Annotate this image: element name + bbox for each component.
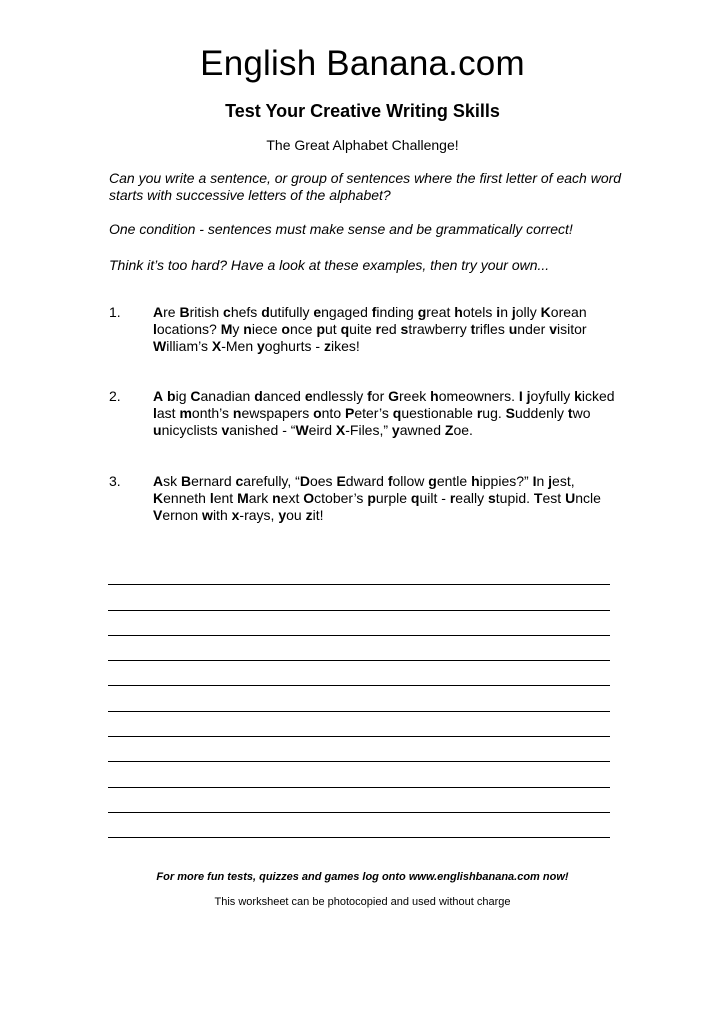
example-word: Ask (153, 473, 178, 489)
example-word: X-Files,” (335, 422, 389, 438)
intro-question: Can you write a sentence, or group of sentences where the first letter of each word starts with successive letters of the alphabet? (109, 170, 622, 203)
example-word: under (508, 321, 546, 337)
example-word: zikes! (323, 338, 360, 354)
example-word: In (532, 473, 545, 489)
example-word: follow (387, 473, 425, 489)
example-word: British (179, 304, 220, 320)
example-word: onto (313, 405, 342, 421)
writing-line (108, 712, 610, 737)
example-word: niece (243, 321, 278, 337)
example-word: Bernard (181, 473, 232, 489)
example-word: locations? (153, 321, 217, 337)
writing-line (108, 737, 610, 762)
footer-promo: For more fun tests, quizzes and games log onto www.englishbanana.com now! (156, 871, 569, 883)
example-word: last (153, 405, 176, 421)
example-word: newspapers (232, 405, 310, 421)
example-word: X-Men (211, 338, 254, 354)
example-number: 2. (109, 388, 121, 404)
writing-line (108, 686, 610, 711)
example-word: lent (209, 490, 234, 506)
example-word: great (417, 304, 451, 320)
writing-line (108, 585, 610, 610)
writing-line (108, 636, 610, 661)
worksheet-title: Test Your Creative Writing Skills (225, 101, 500, 121)
example-word: chefs (223, 304, 258, 320)
example-word: - (315, 338, 321, 354)
example-word: rug. (476, 405, 502, 421)
example-word: Test (533, 490, 562, 506)
example-word: jest, (548, 473, 575, 489)
example-word: Canadian (190, 388, 251, 404)
example-word: finding (371, 304, 414, 320)
example-word: A (153, 388, 164, 404)
writing-lines (108, 560, 610, 838)
example-word: put (316, 321, 337, 337)
example-number: 3. (109, 473, 121, 489)
example-word: homeowners. (430, 388, 515, 404)
example-word: Kenneth (153, 490, 206, 506)
example-word: jolly (511, 304, 537, 320)
example-word: William’s (153, 338, 208, 354)
example-number: 1. (109, 304, 121, 320)
example-word: two (567, 405, 591, 421)
example-word: Peter’s (345, 405, 389, 421)
example-word: Greek (388, 388, 427, 404)
example-word: quite (340, 321, 372, 337)
example-word: yawned (391, 422, 441, 438)
example-word: gentle (428, 473, 468, 489)
example-word: Edward (336, 473, 384, 489)
example-word: Vernon (153, 507, 199, 523)
example-word: unicyclists (153, 422, 218, 438)
writing-line (108, 813, 610, 838)
example-word: - (282, 422, 287, 438)
example-word: really (449, 490, 485, 506)
example-word: Are (153, 304, 176, 320)
example-word: next (272, 490, 300, 506)
example-word: vanished (221, 422, 279, 438)
example-word: stupid. (487, 490, 531, 506)
challenge-heading: The Great Alphabet Challenge! (266, 137, 459, 153)
example-word: Zoe. (444, 422, 473, 438)
example-word: visitor (549, 321, 587, 337)
example-word: October’s (303, 490, 364, 506)
example-sentence (153, 304, 628, 355)
example-word: purple (367, 490, 408, 506)
example-word: red (375, 321, 397, 337)
writing-line (108, 661, 610, 686)
example-word: Suddenly (505, 405, 565, 421)
example-word: My (220, 321, 240, 337)
example-sentence (153, 473, 628, 524)
writing-line (108, 560, 610, 585)
example-word: you (278, 507, 302, 523)
example-word: danced (254, 388, 301, 404)
example-word: in (496, 304, 508, 320)
example-word: zit! (305, 507, 324, 523)
example-word: kicked (574, 388, 615, 404)
example-word: joyfully (526, 388, 571, 404)
example-sentence (153, 388, 628, 439)
example-word: I (518, 388, 523, 404)
example-word: quilt (410, 490, 438, 506)
example-word: big (167, 388, 187, 404)
example-word: month’s (179, 405, 230, 421)
example-word: questionable (392, 405, 473, 421)
example-word: “Does (295, 473, 333, 489)
example-word: yoghurts (257, 338, 312, 354)
example-word: Uncle (565, 490, 601, 506)
example-word: dutifully (261, 304, 310, 320)
intro-prompt: Think it’s too hard? Have a look at these examples, then try your own... (109, 257, 550, 273)
intro-condition: One condition - sentences must make sense and be grammatically correct! (109, 221, 573, 237)
writing-line (108, 788, 610, 813)
writing-line (108, 611, 610, 636)
example-word: hotels (454, 304, 493, 320)
example-word: x-rays, (231, 507, 275, 523)
example-word: for (367, 388, 385, 404)
example-word: endlessly (304, 388, 364, 404)
example-word: carefully, (235, 473, 292, 489)
footer-note: This worksheet can be photocopied and used without charge (214, 896, 511, 908)
example-word: Korean (540, 304, 587, 320)
example-word: once (281, 321, 313, 337)
example-word: “Weird (290, 422, 333, 438)
example-word: Mark (237, 490, 269, 506)
example-word: - (441, 490, 446, 506)
writing-line (108, 762, 610, 787)
example-word: strawberry (400, 321, 467, 337)
example-word: trifles (470, 321, 505, 337)
example-word: engaged (313, 304, 368, 320)
example-word: hippies?” (471, 473, 529, 489)
site-title: English Banana.com (200, 44, 525, 83)
example-word: with (202, 507, 228, 523)
